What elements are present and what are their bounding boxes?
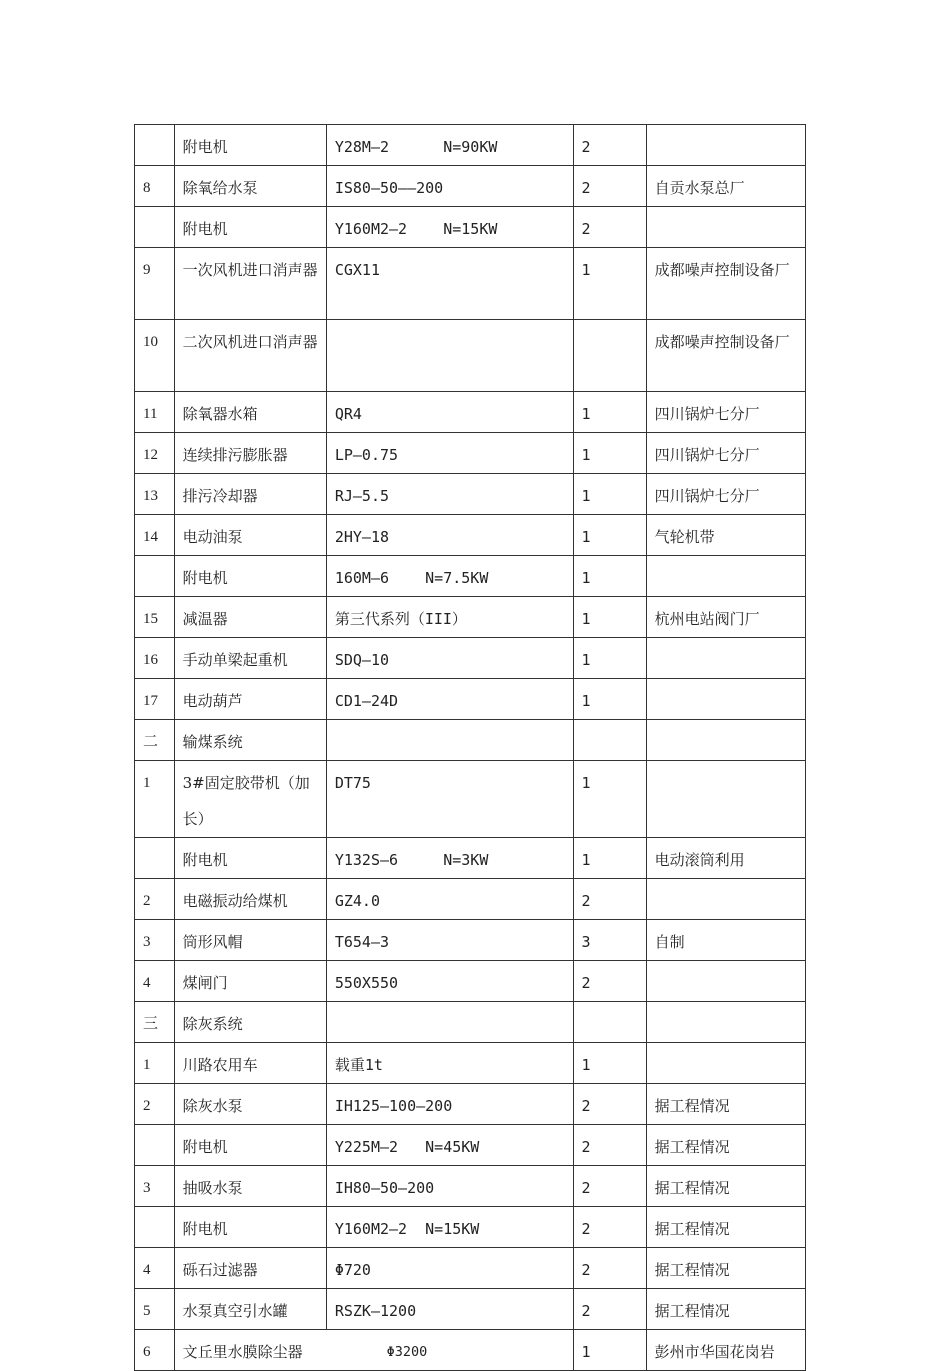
cell-remark: [646, 720, 805, 761]
cell-name: 砾石过滤器: [174, 1248, 326, 1289]
cell-qty: 1: [573, 556, 646, 597]
cell-model: 第三代系列（III）: [326, 597, 573, 638]
cell-qty: 1: [573, 1330, 646, 1371]
cell-qty: 1: [573, 392, 646, 433]
table-row: [135, 1248, 806, 1289]
cell-name: 电磁振动给煤机: [174, 879, 326, 920]
cell-no: [135, 207, 175, 248]
cell-remark: 据工程情况: [646, 1125, 805, 1166]
cell-qty: [573, 1002, 646, 1043]
cell-model: LP—0.75: [326, 433, 573, 474]
cell-no: 14: [135, 515, 175, 556]
cell-model: RSZK—1200: [326, 1289, 573, 1330]
cell-model: CD1—24D: [326, 679, 573, 720]
cell-model: 550X550: [326, 961, 573, 1002]
cell-no: [135, 1207, 175, 1248]
table-row: [135, 166, 806, 207]
cell-name: 川路农用车: [174, 1043, 326, 1084]
table-row: [135, 125, 806, 166]
cell-remark: [646, 207, 805, 248]
cell-remark: 据工程情况: [646, 1248, 805, 1289]
cell-qty: 1: [573, 248, 646, 320]
cell-qty: 2: [573, 1207, 646, 1248]
cell-no: [135, 125, 175, 166]
cell-name: 除氧器水箱: [174, 392, 326, 433]
table-row: [135, 1289, 806, 1330]
table-row: [135, 474, 806, 515]
cell-remark: 彭州市华国花岗岩: [646, 1330, 805, 1371]
cell-model: Y160M2—2 N=15KW: [326, 1207, 573, 1248]
cell-remark: 自制: [646, 920, 805, 961]
cell-qty: 1: [573, 679, 646, 720]
cell-remark: [646, 1043, 805, 1084]
cell-no: 5: [135, 1289, 175, 1330]
cell-no: 6: [135, 1330, 175, 1371]
cell-name: 附电机: [174, 125, 326, 166]
cell-qty: [573, 320, 646, 392]
cell-model: 2HY—18: [326, 515, 573, 556]
table-row: [135, 207, 806, 248]
cell-no: 4: [135, 961, 175, 1002]
cell-name: 附电机: [174, 556, 326, 597]
cell-remark: 四川锅炉七分厂: [646, 433, 805, 474]
cell-no: 15: [135, 597, 175, 638]
cell-qty: 2: [573, 125, 646, 166]
table-row: [135, 638, 806, 679]
cell-remark: 自贡水泵总厂: [646, 166, 805, 207]
table-row: [135, 515, 806, 556]
cell-name: 连续排污膨胀器: [174, 433, 326, 474]
table-row: [135, 920, 806, 961]
table-row: [135, 838, 806, 879]
cell-model: Φ3200: [386, 1344, 428, 1360]
table-row: [135, 1330, 806, 1371]
cell-no: [135, 556, 175, 597]
cell-name: 附电机: [174, 838, 326, 879]
cell-model: Y132S—6 N=3KW: [326, 838, 573, 879]
cell-name: 电动油泵: [174, 515, 326, 556]
cell-qty: [573, 720, 646, 761]
cell-no: 13: [135, 474, 175, 515]
table-row: [135, 961, 806, 1002]
cell-no: 10: [135, 320, 175, 392]
cell-name: 电动葫芦: [174, 679, 326, 720]
cell-name: 排污冷却器: [174, 474, 326, 515]
table-row: [135, 1002, 806, 1043]
cell-no: 3: [135, 920, 175, 961]
cell-remark: [646, 961, 805, 1002]
table-row: [135, 320, 806, 392]
cell-model: CGX11: [326, 248, 573, 320]
cell-model: Y28M—2 N=90KW: [326, 125, 573, 166]
table-row: [135, 761, 806, 838]
cell-model: IH80—50—200: [326, 1166, 573, 1207]
cell-no: [135, 838, 175, 879]
cell-name: 二次风机进口消声器: [174, 320, 326, 392]
cell-model: [326, 1002, 573, 1043]
cell-remark: [646, 679, 805, 720]
cell-remark: 据工程情况: [646, 1289, 805, 1330]
cell-name: 水泵真空引水罐: [174, 1289, 326, 1330]
cell-name: 除氧给水泵: [174, 166, 326, 207]
cell-name: 手动单梁起重机: [174, 638, 326, 679]
table-row: [135, 597, 806, 638]
table-row: [135, 433, 806, 474]
cell-qty: 2: [573, 1289, 646, 1330]
cell-remark: 成都噪声控制设备厂: [646, 248, 805, 320]
cell-qty: 2: [573, 207, 646, 248]
cell-no: 11: [135, 392, 175, 433]
cell-remark: 四川锅炉七分厂: [646, 392, 805, 433]
cell-name: 附电机: [174, 1125, 326, 1166]
cell-remark: 电动滚筒利用: [646, 838, 805, 879]
cell-no: 2: [135, 1084, 175, 1125]
cell-model: [326, 320, 573, 392]
cell-qty: 1: [573, 474, 646, 515]
table-row: [135, 879, 806, 920]
cell-model: T654—3: [326, 920, 573, 961]
cell-qty: 2: [573, 1125, 646, 1166]
cell-no: 1: [135, 1043, 175, 1084]
cell-qty: 3: [573, 920, 646, 961]
table-row: [135, 720, 806, 761]
cell-name: 3#固定胶带机（加长）: [174, 761, 326, 838]
cell-remark: [646, 125, 805, 166]
cell-remark: 据工程情况: [646, 1084, 805, 1125]
cell-model: SDQ—10: [326, 638, 573, 679]
cell-model: Y225M—2 N=45KW: [326, 1125, 573, 1166]
cell-model: 160M—6 N=7.5KW: [326, 556, 573, 597]
cell-qty: 2: [573, 1166, 646, 1207]
cell-remark: [646, 761, 805, 838]
cell-qty: 2: [573, 166, 646, 207]
cell-name: 筒形风帽: [174, 920, 326, 961]
table-row: [135, 1125, 806, 1166]
cell-no: 三: [135, 1002, 175, 1043]
cell-qty: 2: [573, 1248, 646, 1289]
cell-no: 9: [135, 248, 175, 320]
cell-no: 12: [135, 433, 175, 474]
cell-model: DT75: [326, 761, 573, 838]
cell-name: 一次风机进口消声器: [174, 248, 326, 320]
cell-no: 二: [135, 720, 175, 761]
cell-remark: [646, 1002, 805, 1043]
table-row: [135, 392, 806, 433]
cell-model: 载重1t: [326, 1043, 573, 1084]
cell-name: 减温器: [174, 597, 326, 638]
cell-name: 附电机: [174, 1207, 326, 1248]
cell-name: 煤闸门: [174, 961, 326, 1002]
cell-remark: [646, 556, 805, 597]
cell-name: 输煤系统: [174, 720, 326, 761]
cell-no: 16: [135, 638, 175, 679]
cell-no: [135, 1125, 175, 1166]
cell-qty: 1: [573, 638, 646, 679]
equipment-table-body: [135, 125, 806, 1371]
cell-remark: 据工程情况: [646, 1166, 805, 1207]
cell-qty: 1: [573, 433, 646, 474]
cell-qty: 1: [573, 761, 646, 838]
cell-qty: 2: [573, 961, 646, 1002]
cell-remark: 成都噪声控制设备厂: [646, 320, 805, 392]
cell-no: 2: [135, 879, 175, 920]
cell-model: RJ—5.5: [326, 474, 573, 515]
cell-remark: 气轮机带: [646, 515, 805, 556]
cell-no: 17: [135, 679, 175, 720]
cell-model: IS80—50——200: [326, 166, 573, 207]
table-row: [135, 556, 806, 597]
cell-qty: 1: [573, 838, 646, 879]
cell-remark: [646, 638, 805, 679]
cell-qty: 1: [573, 597, 646, 638]
cell-no: 8: [135, 166, 175, 207]
table-row: [135, 1043, 806, 1084]
cell-model: Y160M2—2 N=15KW: [326, 207, 573, 248]
table-row: [135, 679, 806, 720]
cell-qty: 2: [573, 1084, 646, 1125]
cell-qty: 1: [573, 515, 646, 556]
cell-qty: 1: [573, 1043, 646, 1084]
cell-no: 3: [135, 1166, 175, 1207]
cell-no: 1: [135, 761, 175, 838]
cell-qty: 2: [573, 879, 646, 920]
cell-model: IH125—100—200: [326, 1084, 573, 1125]
cell-model: Φ720: [326, 1248, 573, 1289]
table-row: [135, 1166, 806, 1207]
cell-remark: 杭州电站阀门厂: [646, 597, 805, 638]
cell-model: [326, 720, 573, 761]
table-row: [135, 248, 806, 320]
cell-name: 附电机: [174, 207, 326, 248]
cell-remark: 四川锅炉七分厂: [646, 474, 805, 515]
cell-no: 4: [135, 1248, 175, 1289]
cell-name: 除灰系统: [174, 1002, 326, 1043]
cell-name: 除灰水泵: [174, 1084, 326, 1125]
cell-name: 抽吸水泵: [174, 1166, 326, 1207]
cell-remark: 据工程情况: [646, 1207, 805, 1248]
equipment-table: [134, 124, 806, 1371]
table-row: [135, 1207, 806, 1248]
cell-remark: [646, 879, 805, 920]
table-row: [135, 1084, 806, 1125]
cell-model: QR4: [326, 392, 573, 433]
cell-model: GZ4.0: [326, 879, 573, 920]
cell-name-model: [174, 1330, 573, 1371]
cell-name: 文丘里水膜除尘器: [182, 1343, 303, 1361]
